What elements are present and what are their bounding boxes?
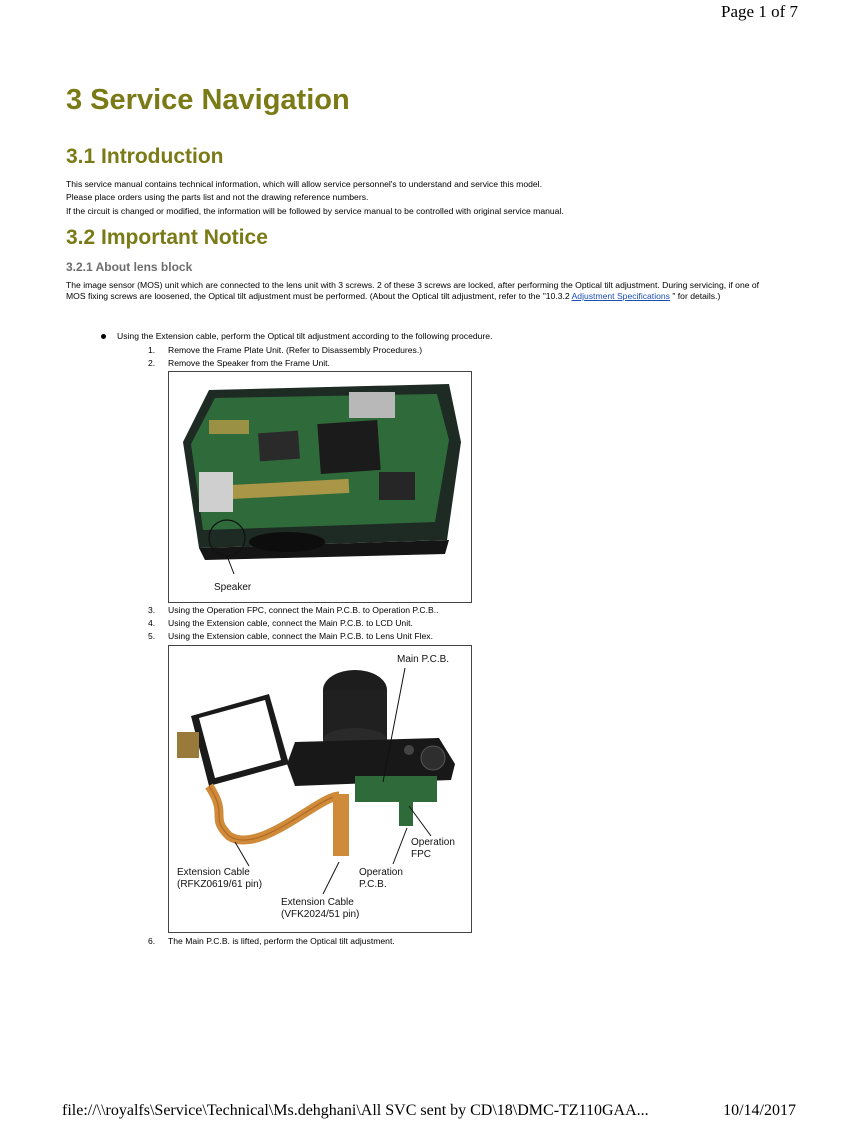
procedure-step <box>148 605 439 615</box>
page-title: 3 Service Navigation <box>66 84 350 116</box>
step-number: 6. <box>148 936 156 946</box>
operation-fpc-label <box>411 837 455 861</box>
intro-line: Please place orders using the parts list and not the drawing reference numbers. <box>66 192 369 203</box>
intro-line: This service manual contains technical information, which will allow service personnel's to understand and service this model. <box>66 179 542 189</box>
operation-pcb-line: Operation <box>359 867 403 878</box>
lens-block-paragraph <box>66 280 766 302</box>
operation-pcb-line: P.C.B. <box>359 879 387 890</box>
lens-block-text: The image sensor (MOS) unit which are connected to the lens unit with 3 screws. 2 of these 3 screws are locked, after performing the Optical tilt adjustment. During servicing, if one of MOS fixing screws are loosened, the Optical tilt adjustment must be performed. (About the Optical tilt adjustment, refer to the "10.3.2 <box>66 280 760 301</box>
step-number: 5. <box>148 631 156 641</box>
step-text: Remove the Frame Plate Unit. (Refer to Disassembly Procedures.) <box>168 345 423 355</box>
step-number: 1. <box>148 345 156 355</box>
step-number: 4. <box>148 618 156 628</box>
bullet-icon <box>101 334 106 339</box>
procedure-step <box>148 618 413 628</box>
lens-block-text-end: " for details.) <box>669 291 721 301</box>
procedure-bullet <box>103 331 492 341</box>
procedure-step <box>148 936 395 946</box>
figure-frame-unit-speaker <box>168 371 472 603</box>
operation-fpc-line: Operation <box>411 837 455 848</box>
step-text: Using the Extension cable, connect the Main P.C.B. to Lens Unit Flex. <box>168 631 433 641</box>
step-text: The Main P.C.B. is lifted, perform the Optical tilt adjustment. <box>168 936 395 946</box>
ext-cable-2-line: Extension Cable <box>281 897 354 908</box>
step-number: 3. <box>148 605 156 615</box>
operation-fpc-line: FPC <box>411 849 431 860</box>
step-number: 2. <box>148 358 156 368</box>
section-heading-important-notice: 3.2 Important Notice <box>66 226 268 249</box>
step-text: Remove the Speaker from the Frame Unit. <box>168 358 330 368</box>
extension-cable-vfk-label <box>281 897 359 921</box>
frame-unit-illustration <box>169 372 471 602</box>
procedure-step <box>148 345 422 355</box>
page-number: Page 1 of 7 <box>721 2 798 21</box>
footer-file-path: file://\\royalfs\Service\Technical\Ms.dehghani\All SVC sent by CD\18\DMC-TZ110GAA... <box>62 1102 649 1119</box>
ext-cable-1-line: (RFKZ0619/61 pin) <box>177 879 263 890</box>
procedure-step <box>148 631 433 641</box>
step-text: Using the Extension cable, connect the Main P.C.B. to LCD Unit. <box>168 618 413 628</box>
operation-pcb-label <box>359 867 403 891</box>
subsection-heading-lens-block: 3.2.1 About lens block <box>66 260 193 274</box>
bullet-text: Using the Extension cable, perform the Optical tilt adjustment according to the following procedure. <box>117 331 493 341</box>
intro-line: If the circuit is changed or modified, the information will be followed by service manual to be controlled with original service manual. <box>66 205 564 216</box>
introduction-text <box>66 178 766 218</box>
step-text: Using the Operation FPC, connect the Main P.C.B. to Operation P.C.B.. <box>168 605 439 615</box>
adjustment-specifications-link[interactable]: Adjustment Specifications <box>571 291 670 301</box>
ext-cable-1-line: Extension Cable <box>177 867 250 878</box>
ext-cable-2-line: (VFK2024/51 pin) <box>281 909 360 920</box>
procedure-step <box>148 358 330 368</box>
figure-extension-cable-connection <box>168 645 472 933</box>
section-heading-introduction: 3.1 Introduction <box>66 145 224 168</box>
speaker-label: Speaker <box>214 582 252 593</box>
extension-cable-rfkz-label <box>177 867 262 891</box>
main-pcb-label: Main P.C.B. <box>397 654 450 665</box>
footer-date: 10/14/2017 <box>723 1102 796 1119</box>
